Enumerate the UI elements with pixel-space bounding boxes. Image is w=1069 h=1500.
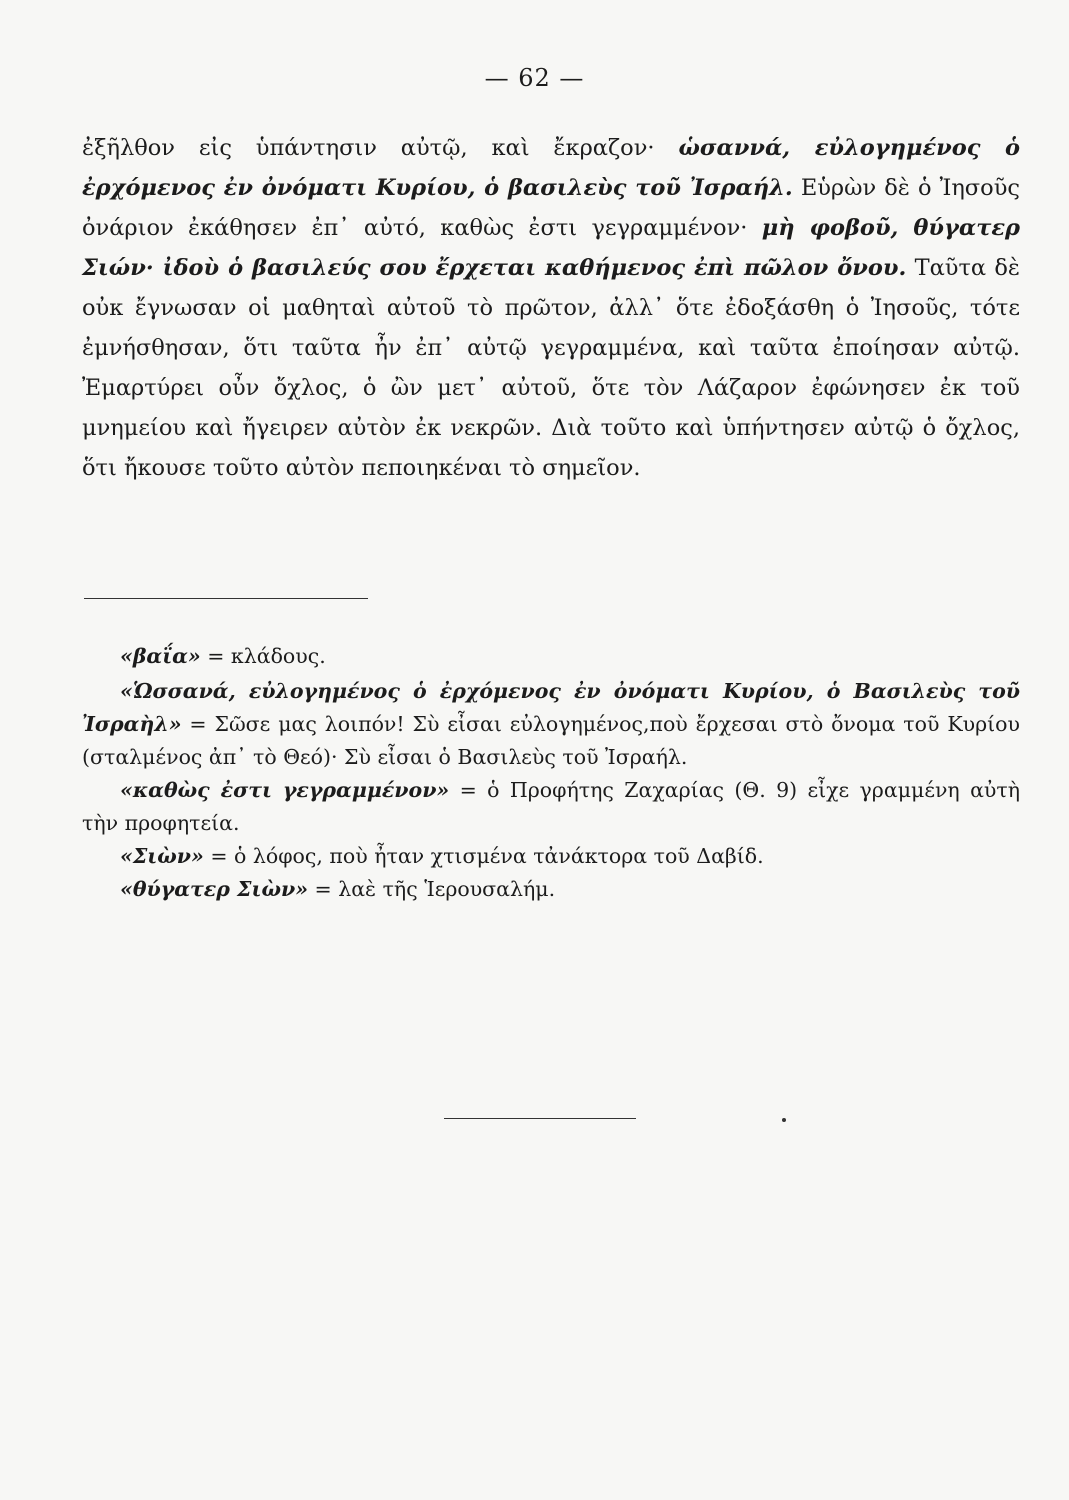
note-definition: = ὁ λόφος, ποὺ ἦταν χτισμένα τἀνάκτορα τοῦ Δαβίδ. xyxy=(203,844,764,868)
footnote-divider xyxy=(84,598,368,599)
note-item xyxy=(82,873,1020,906)
note-term: «Σιὼν» xyxy=(120,844,204,868)
note-term: «θύγατερ Σιὼν» xyxy=(120,877,309,901)
note-item xyxy=(82,840,1020,873)
main-paragraph xyxy=(82,128,1020,488)
dot-mark xyxy=(782,1118,786,1122)
glossary-notes xyxy=(82,640,1020,906)
note-item xyxy=(82,774,1020,840)
text-segment: ἐξῆλθον εἰς ὑπάντησιν αὐτῷ, καὶ ἔκραζον· xyxy=(82,135,679,161)
note-definition: = ὁ Προφήτης Ζαχαρίας (Θ. 9) εἶχε γραμμένη αὐτὴ τὴν προφητεία. xyxy=(82,778,1021,835)
note-term: «καθὼς ἐστι γεγραμμένον» xyxy=(120,778,450,802)
note-definition: = λαὲ τῆς Ἱερουσαλήμ. xyxy=(308,877,556,901)
section-end-divider xyxy=(444,1118,636,1119)
note-item xyxy=(82,675,1020,774)
text-segment: Εὑρὼν δὲ ὁ Ἰησοῦς ὀνάριον ἐκάθησεν ἐπ᾽ αὐτό, καθὼς ἐστι γεγραμμένον· xyxy=(82,175,1020,241)
note-term: «Ὡσσανά, εὐλογημένος ὁ ἐρχόμενος ἐν ὀνόματι Κυρίου, ὁ Βασιλεὺς τοῦ Ἰσραὴλ» xyxy=(82,679,1020,736)
quotation-hosanna: ὡσαννά, εὐλογημένος ὁ ἐρχόμενος ἐν ὀνόματι Κυρίου, ὁ βασιλεὺς τοῦ Ἰσραήλ. xyxy=(82,135,1020,201)
text-segment: Ταῦτα δὲ οὐκ ἔγνωσαν οἱ μαθηταὶ αὐτοῦ τὸ πρῶτον, ἀλλ᾽ ὅτε ἐδοξάσθη ὁ Ἰησοῦς, τότε ἐμνήσθησαν, ὅτι ταῦτα ἦν ἐπ᾽ αὐτῷ γεγραμμένα, καὶ ταῦτα ἐποίησαν αὐτῷ. Ἐμαρτύρει οὖν ὄχλος, ὁ ὢν μετ᾽ αὐτοῦ, ὅτε τὸν Λάζαρον ἐφώνησεν ἐκ τοῦ μνημείου καὶ ἤγειρεν αὐτὸν ἐκ νεκρῶν. Διὰ τοῦτο καὶ ὑπήντησεν αὐτῷ ὁ ὄχλος, ὅτι ἤκουσε τοῦτο αὐτὸν πεποιηκέναι τὸ σημεῖον. xyxy=(82,255,1020,481)
page-number: — 62 — xyxy=(484,64,585,92)
note-definition: = Σῶσε μας λοιπόν! Σὺ εἶσαι εὐλογημένος,ποὺ ἔρχεσαι στὸ ὄνομα τοῦ Κυρίου (σταλμένος ἀπ᾽ τὸ Θεό)· Σὺ εἶσαι ὁ Βασιλεὺς τοῦ Ἰσραήλ. xyxy=(82,712,1020,769)
note-term: «βαΐα» xyxy=(120,644,201,668)
main-text xyxy=(82,128,1020,488)
note-item xyxy=(82,640,1020,673)
note-definition: = κλάδους. xyxy=(200,644,326,668)
quotation-zion: μὴ φοβοῦ, θύγατερ Σιών· ἰδοὺ ὁ βασιλεύς σου ἔρχεται καθήμενος ἐπὶ πῶλον ὄνου. xyxy=(82,215,1020,281)
